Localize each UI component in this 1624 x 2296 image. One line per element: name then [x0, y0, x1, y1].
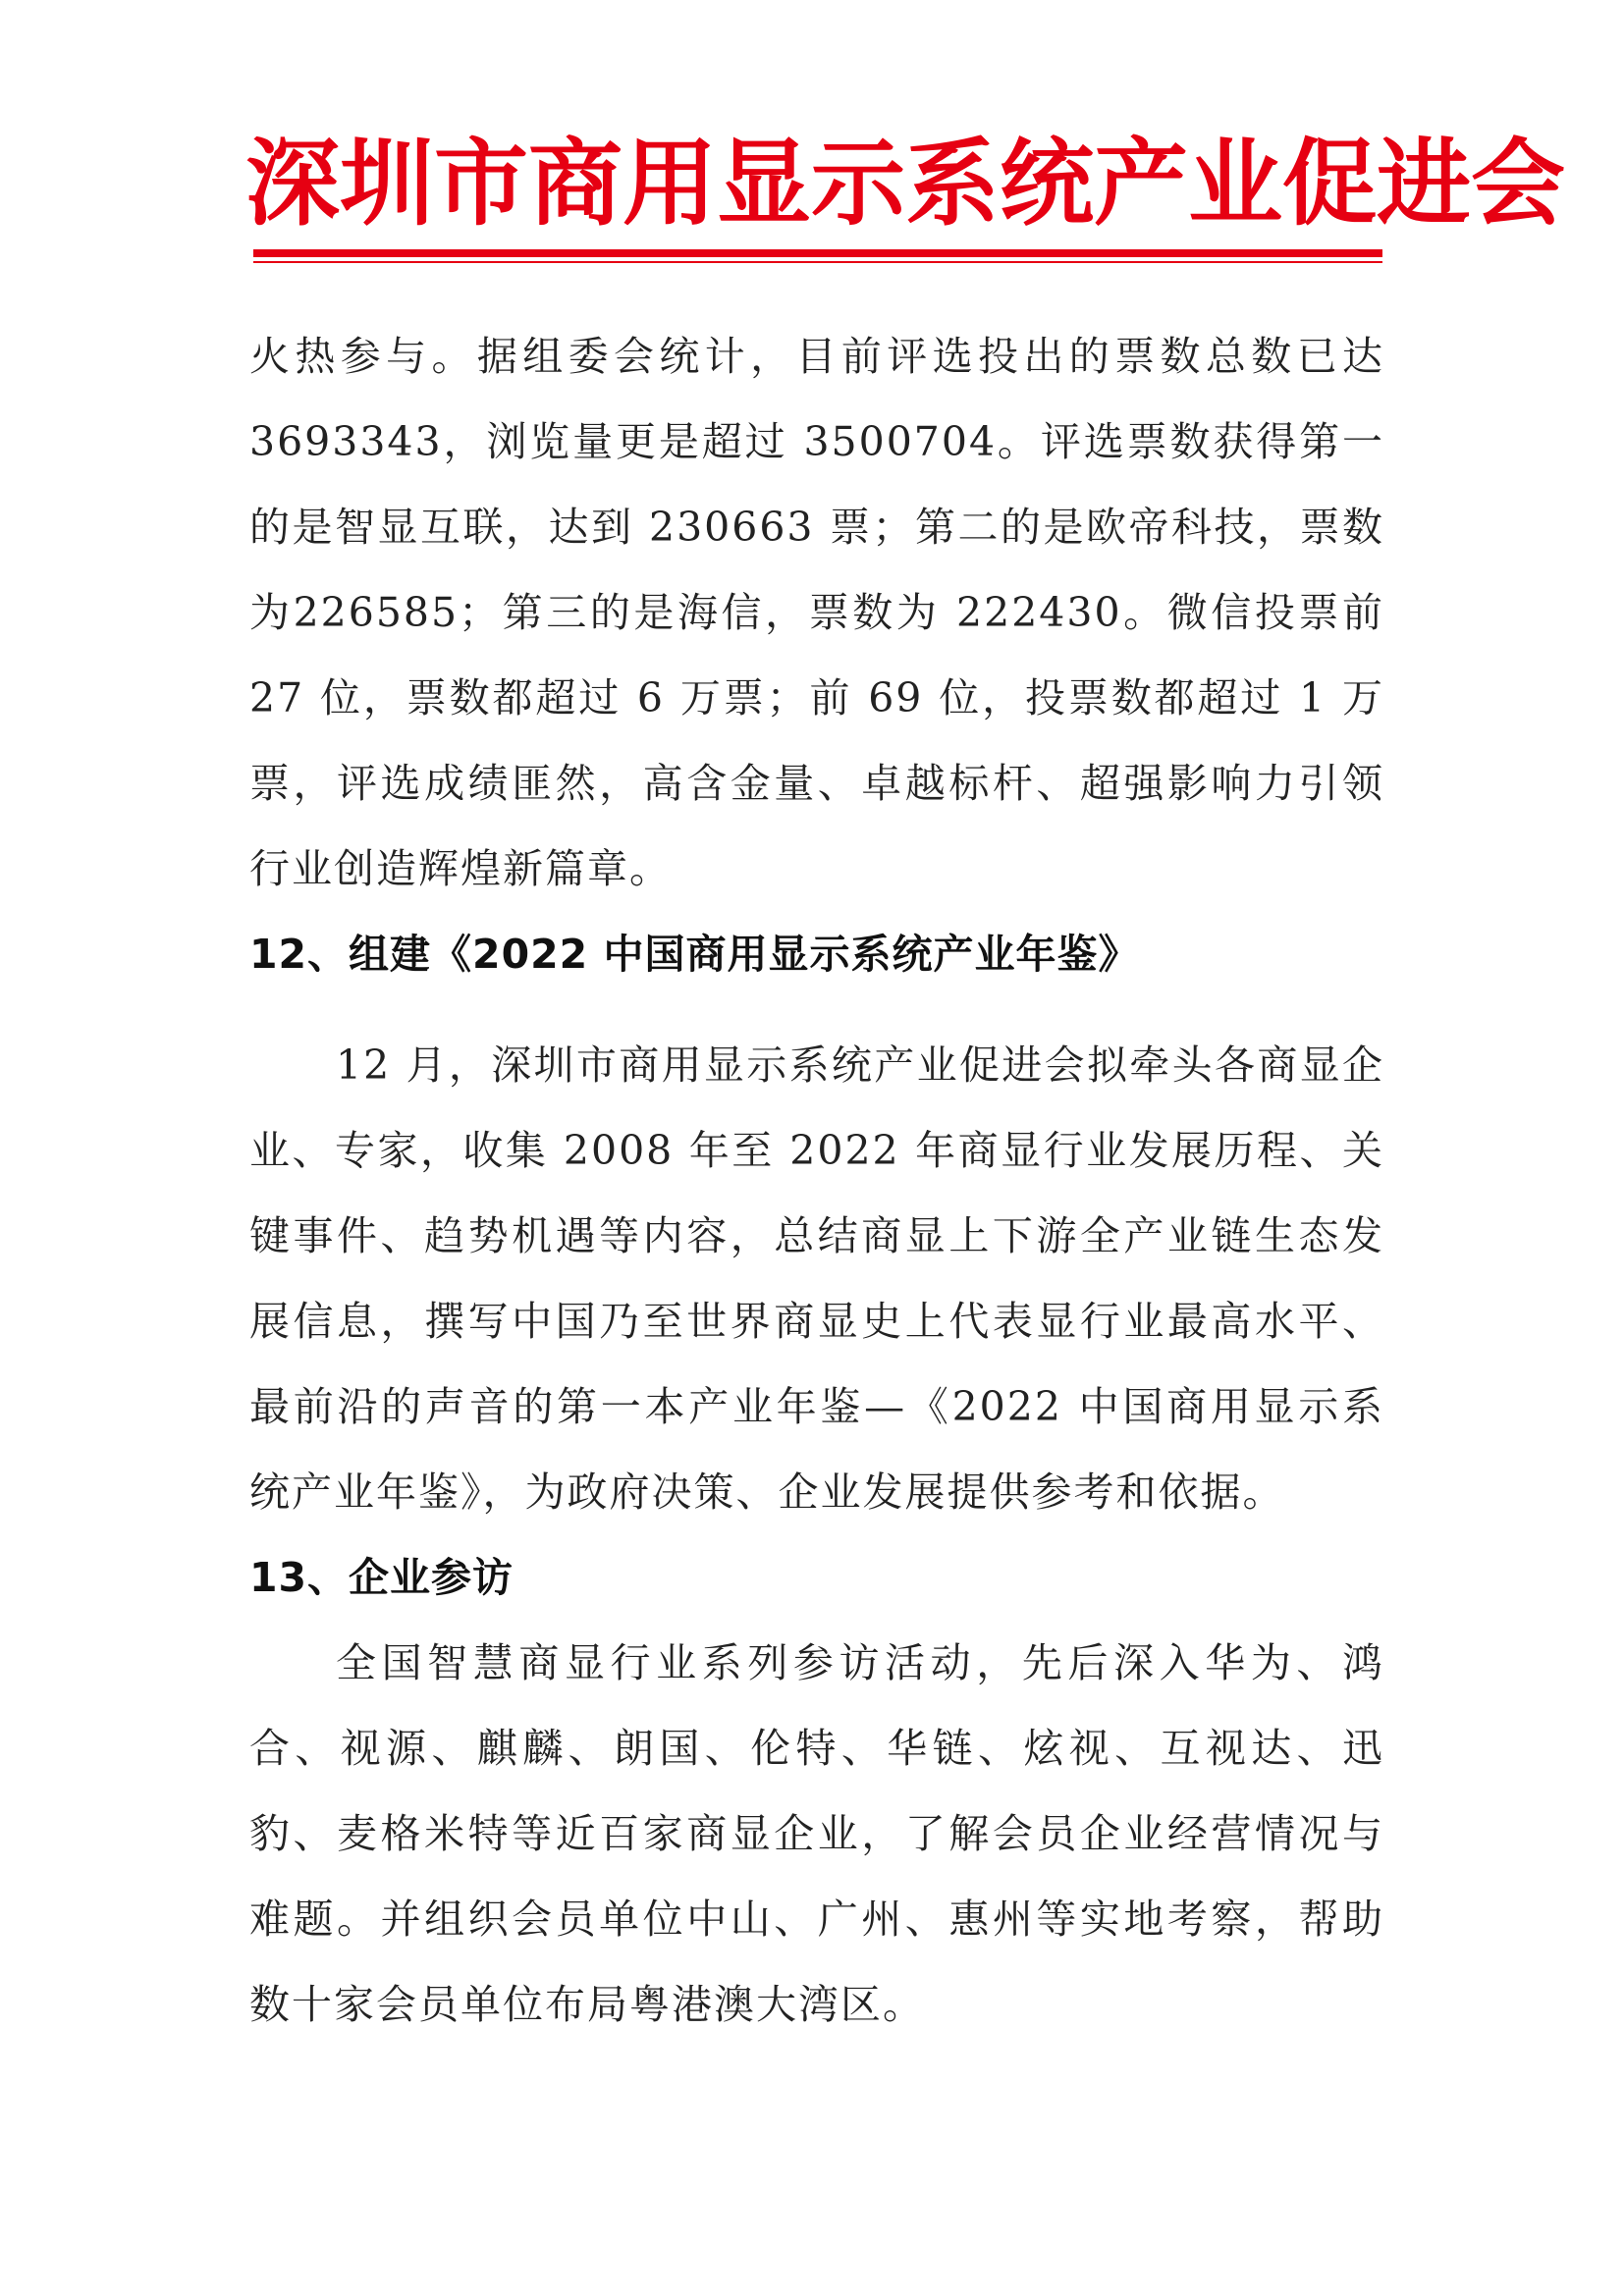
section-heading-13: 13、企业参访	[249, 1554, 514, 1601]
letterhead-rule-thin	[253, 261, 1382, 263]
document-body	[249, 314, 1384, 2048]
paragraph-continued: 火热参与。据组委会统计，目前评选投出的票数总数已达3693343，浏览量更是超过 3500704。评选票数获得第一的是智显互联，达到 230663 票；第二的是欧帝科技，票数为226585；第三的是海信，票数为 222430。微信投票前 27 位，票数都超过 6 万票；前 69 位，投票数都超过 1 万票，评选成绩匪然，高含金量、卓越标杆、超强影响力引领行业创造辉煌新篇章。	[249, 333, 1384, 892]
section-heading-12: 12、组建《2022 中国商用显示系统产业年鉴》	[249, 931, 1140, 978]
paragraph-yearbook: 12 月，深圳市商用显示系统产业促进会拟牵头各商显企业、专家，收集 2008 年至 2022 年商显行业发展历程、关键事件、趋势机遇等内容，总结商显上下游全产业链生态发展信息，撰写中国乃至世界商显史上代表显行业最高水平、最前沿的声音的第一本产业年鉴—《2022 中国商用显示系统产业年鉴》，为政府决策、企业发展提供参考和依据。	[249, 1041, 1384, 1516]
letterhead-rule-thick	[253, 249, 1382, 257]
paragraph-enterprise-visits: 全国智慧商显行业系列参访活动，先后深入华为、鸿合、视源、麒麟、朗国、伦特、华链、炫视、互视达、迅豹、麦格米特等近百家商显企业，了解会员企业经营情况与难题。并组织会员单位中山、广州、惠州等实地考察，帮助数十家会员单位布局粤港澳大湾区。	[249, 1639, 1384, 2028]
letterhead-title: 深圳市商用显示系统产业促进会	[245, 129, 1565, 239]
